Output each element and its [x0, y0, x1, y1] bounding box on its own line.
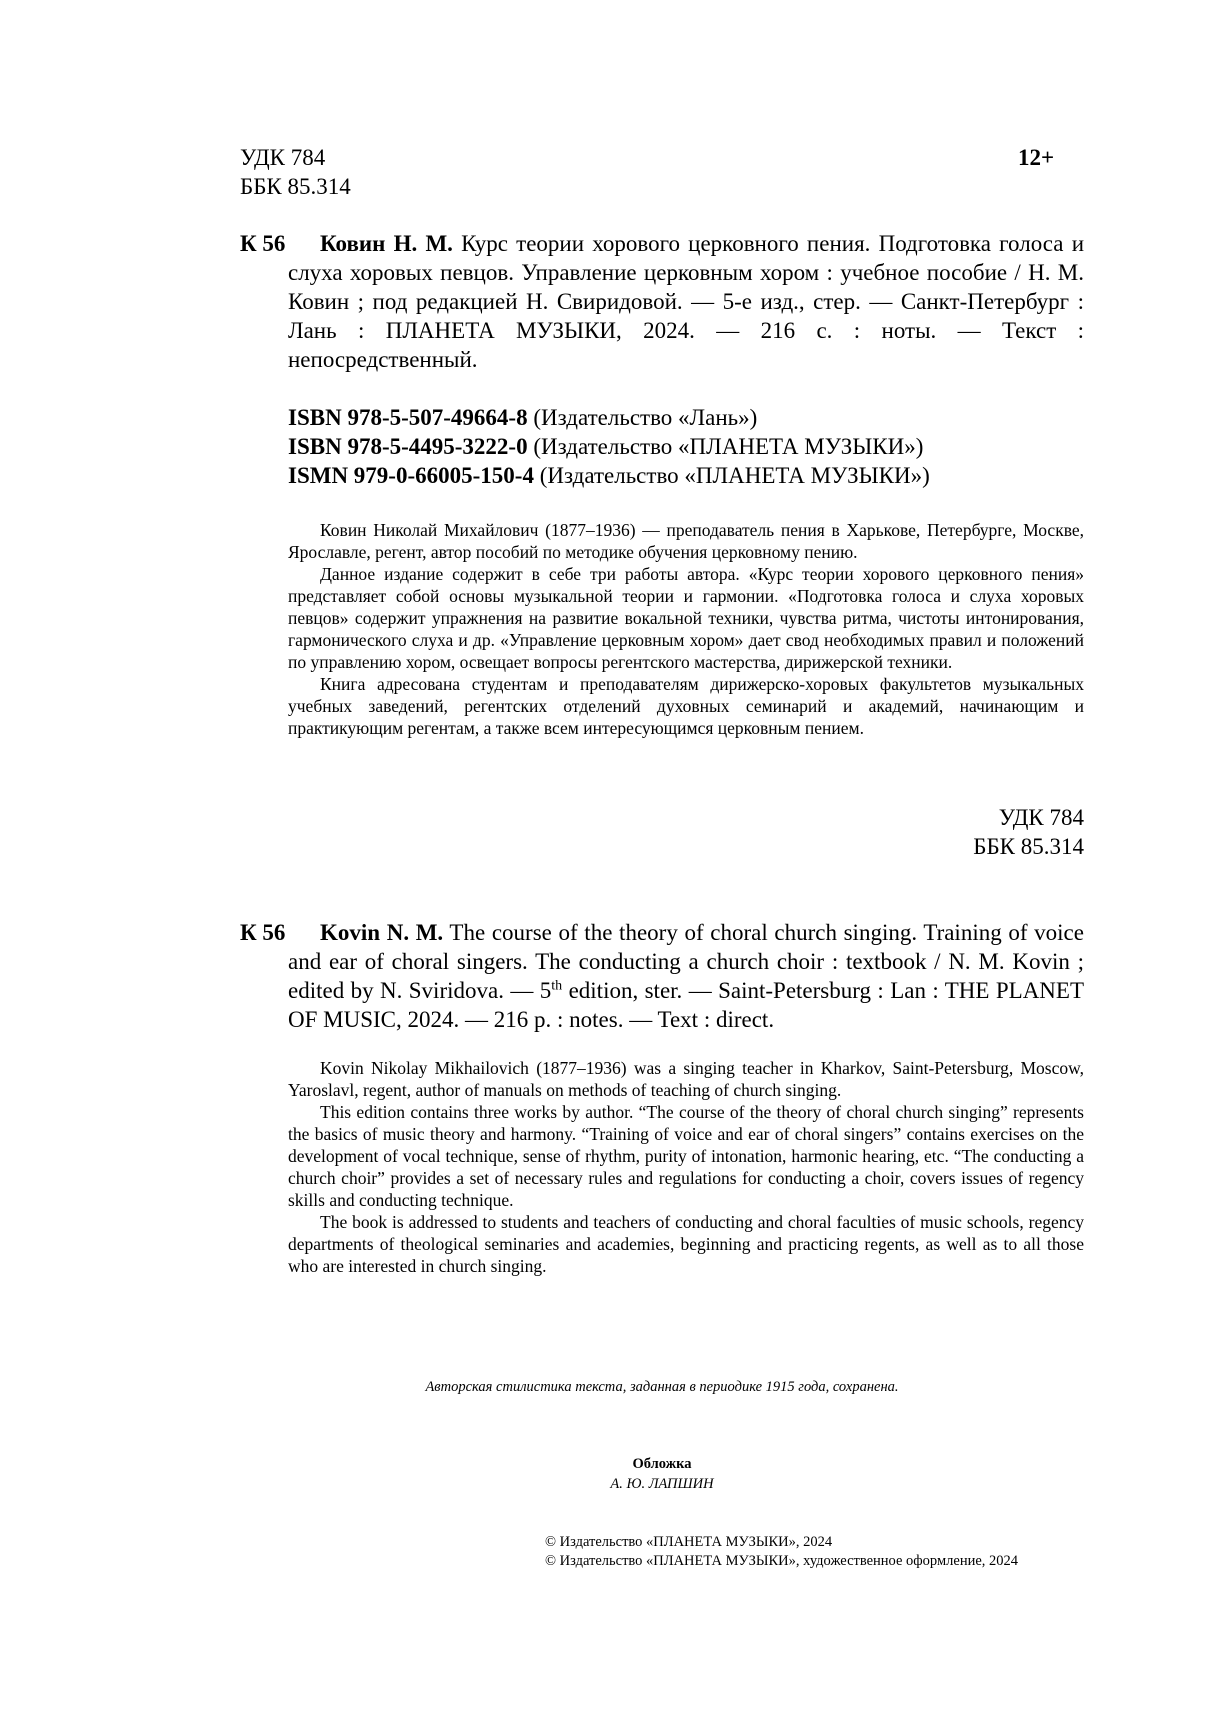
udk-code: УДК 784 — [240, 145, 326, 170]
copyright-block — [545, 1533, 1105, 1571]
ru-entry-code: К 56 — [240, 231, 286, 256]
identifier-line: ISBN 978-5-4495-3222-0 (Издательство «ПЛАНЕТА МУЗЫКИ») — [288, 434, 924, 459]
ru-annotation-bbk: ББК 85.314 — [973, 834, 1084, 859]
en-annotation — [288, 1057, 1084, 1277]
en-entry-text-after: edition, ster. — Saint-Petersburg : Lan : THE PLANET OF MUSIC, 2024. — 216 p. : notes. — Text : direct. — [288, 978, 1085, 1032]
en-entry-author: Kovin N. M. — [320, 920, 444, 945]
en-annotation-paragraph: The book is addressed to students and teachers of conducting and choral faculties of music schools, regency departments of theological seminaries and academies, beginning and practicing regents, as well as to all those who are interested in church singing. — [288, 1212, 1084, 1276]
identifier-line: ISMN 979-0-66005-150-4 (Издательство «ПЛАНЕТА МУЗЫКИ») — [288, 463, 930, 488]
ru-entry — [288, 229, 1084, 374]
en-entry-text-before: The course of the theory of choral church singing. Training of voice and ear of choral singers. The conducting a church choir : textbook / N. M. Kovin ; edited by N. Sviridova. — 5 — [288, 920, 1084, 1003]
en-entry — [288, 918, 1084, 1034]
cover-label: Обложка — [632, 1456, 692, 1472]
bbk-code: ББК 85.314 — [240, 174, 351, 199]
identifier-line: ISBN 978-5-507-49664-8 (Издательство «Лань») — [288, 405, 758, 430]
ru-annotation-paragraph: Ковин Николай Михайлович (1877–1936) — преподаватель пения в Харькове, Петербурге, Москве, Ярославле, регент, автор пособий по методике обучения церковному пению. — [288, 520, 1084, 562]
copyright-line: © Издательство «ПЛАНЕТА МУЗЫКИ», художественное оформление, 2024 — [545, 1553, 1019, 1569]
ru-annotation-paragraph: Данное издание содержит в себе три работы автора. «Курс теории хорового церковного пения» представляет собой основы музыкальной теории и гармонии. «Подготовка голоса и слуха хоровых певцов» содержит упражнения на развитие вокальной техники, чувства ритма, чистоты интонирования, гармонического слуха и др. «Управление церковным хором» дает свод необходимых правил и положений по управлению хором, освещает вопросы регентского мастерства, дирижерской техники. — [288, 564, 1084, 672]
ru-entry-text: Курс теории хорового церковного пения. Подготовка голоса и слуха хоровых певцов. Управление церковным хором : учебное пособие / Н. М. Ковин ; под редакцией Н. Свиридовой. — 5-е изд., стер. — Санкт-Петербург : Лань : ПЛАНЕТА МУЗЫКИ, 2024. — 216 с. : ноты. — Текст : непосредственный. — [288, 231, 1085, 372]
en-entry-superscript: th — [551, 978, 563, 994]
identifier-block — [288, 403, 1088, 490]
en-annotation-paragraph: This edition contains three works by author. “The course of the theory of choral church singing” represents the basics of music theory and harmony. “Training of voice and ear of choral singers” contains exercises on the development of vocal technique, sense of rhythm, purity of intonation, harmonic hearing, etc. “The conducting a church choir” provides a set of necessary rules and regulations for conducting a choir, covers issues of regency skills and conducting technique. — [288, 1102, 1084, 1210]
age-rating: 12+ — [1018, 145, 1055, 170]
ru-entry-author: Ковин Н. М. — [320, 231, 453, 256]
copyright-line: © Издательство «ПЛАНЕТА МУЗЫКИ», 2024 — [545, 1534, 833, 1550]
cover-artist: А. Ю. ЛАПШИН — [610, 1476, 714, 1492]
ru-annotation-paragraph: Книга адресована студентам и преподавателям дирижерско-хоровых факультетов музыкальных учебных заведений, регентских отделений духовных семинарий и академий, начинающим и практикующим регентам, а также всем интересующимся церковным пением. — [288, 674, 1084, 738]
en-annotation-paragraph: Kovin Nikolay Mikhailovich (1877–1936) was a singing teacher in Kharkov, Saint-Petersburg, Moscow, Yaroslavl, regent, author of manuals on methods of teaching of church singing. — [288, 1058, 1084, 1100]
style-note: Авторская стилистика текста, заданная в периодике 1915 года, сохранена. — [425, 1379, 899, 1395]
ru-annotation — [288, 519, 1084, 739]
ru-annotation-udk: УДК 784 — [998, 805, 1084, 830]
en-entry-code: К 56 — [240, 920, 286, 945]
